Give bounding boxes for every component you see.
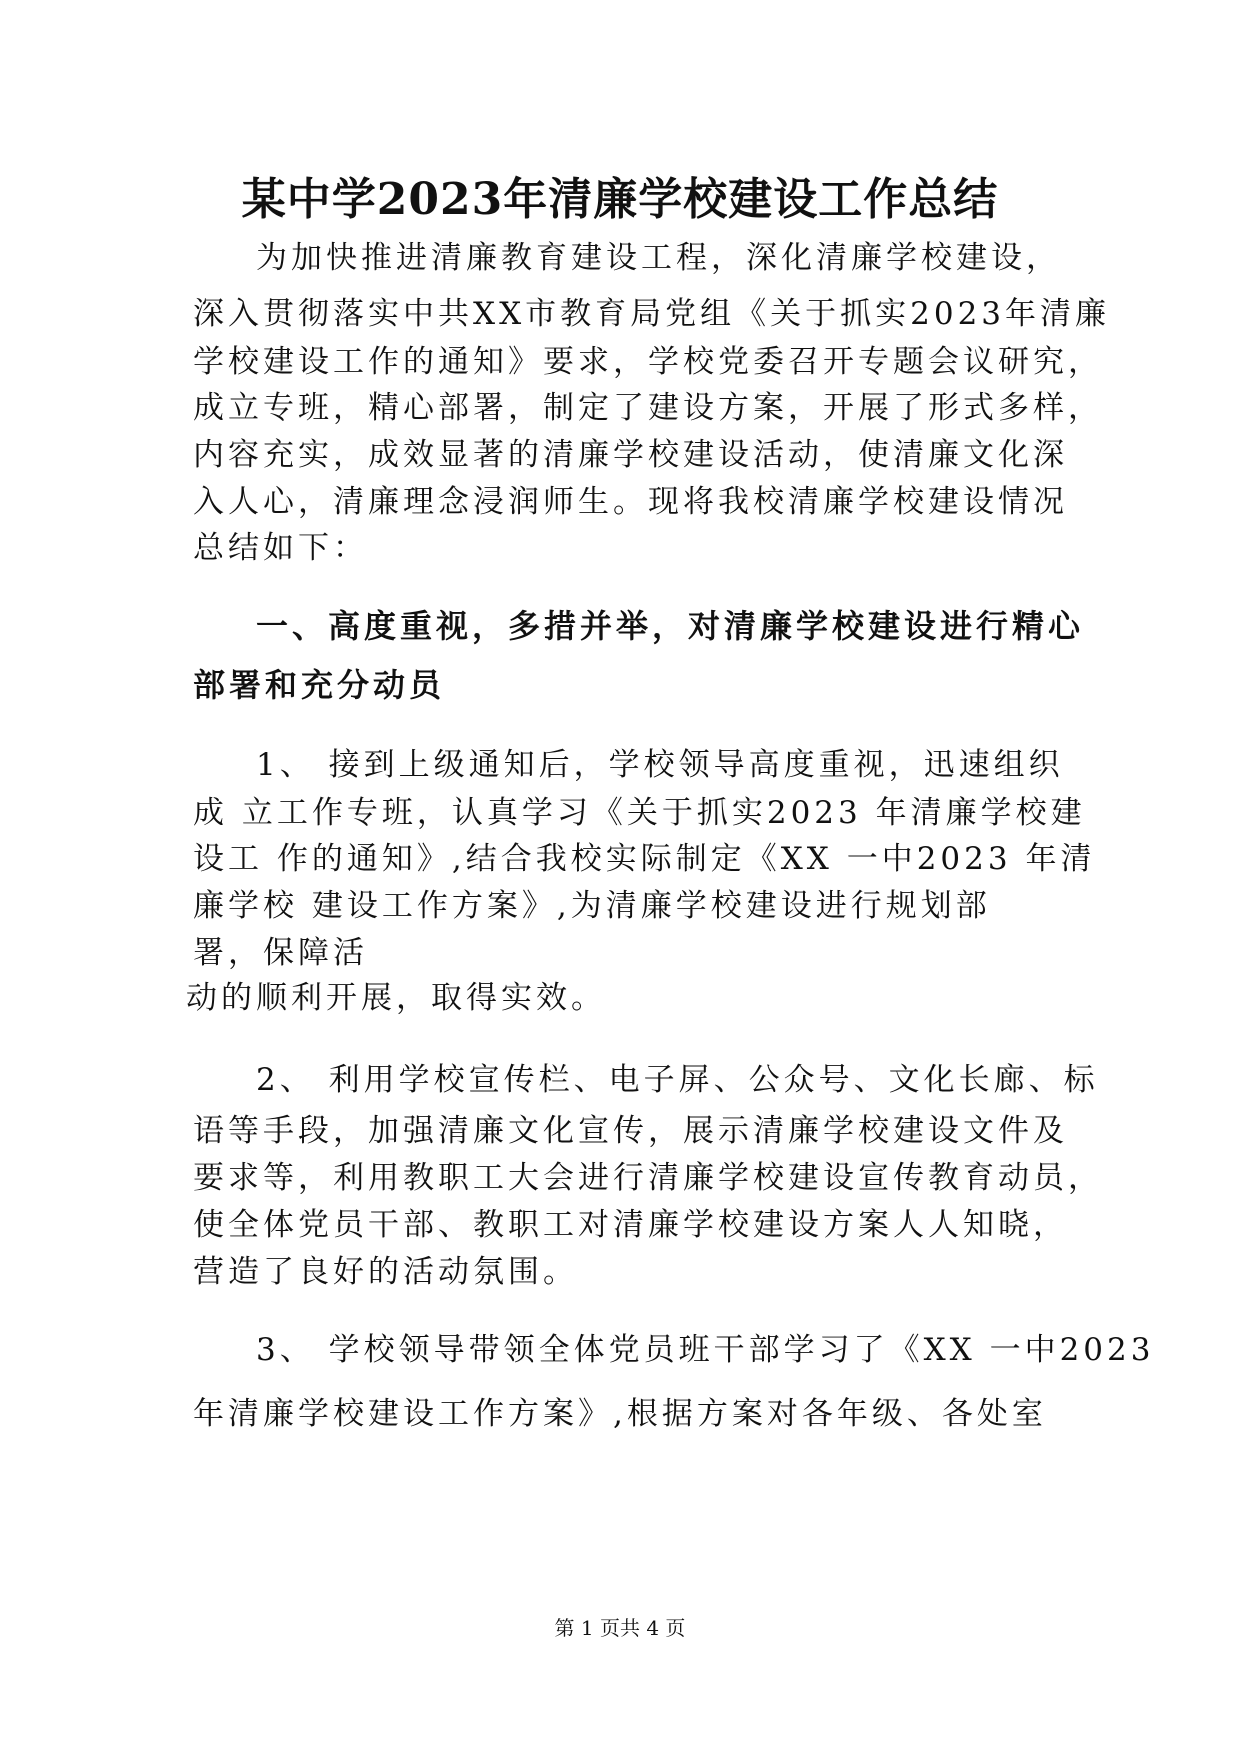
item3-line-2: 年清廉学校建设工作方案》,根据方案对各年级、各处室 — [193, 1396, 1047, 1432]
section-heading-line-2: 部署和充分动员 — [193, 666, 446, 704]
intro-line-4: 成立专班，精心部署，制定了建设方案，开展了形式多样， — [193, 390, 1103, 426]
intro-line-5: 内容充实，成效显著的清廉学校建设活动，使清廉文化深 — [193, 437, 1068, 473]
item1-line-5: 署，保障活 — [193, 935, 368, 971]
intro-line-1: 为加快推进清廉教育建设工程，深化清廉学校建设， — [256, 240, 1061, 276]
document-title: 某中学2023年清廉学校建设工作总结 — [241, 174, 999, 225]
intro-line-6: 入人心，清廉理念浸润师生。现将我校清廉学校建设情况 — [193, 484, 1068, 520]
page-number-footer: 第 1 页共 4 页 — [554, 1616, 686, 1640]
section-heading-line-1: 一、高度重视，多措并举，对清廉学校建设进行精心 — [256, 607, 1085, 645]
item2-line-3: 要求等，利用教职工大会进行清廉学校建设宣传教育动员， — [193, 1160, 1103, 1196]
item1-line-6: 动的顺利开展，取得实效。 — [186, 980, 606, 1016]
intro-line-7: 总结如下： — [193, 530, 368, 566]
item2-line-5: 营造了良好的活动氛围。 — [193, 1254, 578, 1290]
item2-line-2: 语等手段，加强清廉文化宣传，展示清廉学校建设文件及 — [193, 1113, 1068, 1149]
item2-line-4: 使全体党员干部、教职工对清廉学校建设方案人人知晓， — [193, 1207, 1068, 1243]
intro-line-2: 深入贯彻落实中共XX市教育局党组《关于抓实2023年清廉 — [193, 296, 1111, 332]
item1-line-3: 设工 作的通知》,结合我校实际制定《XX 一中2023 年清 — [193, 841, 1096, 877]
item2-line-1: 2、 利用学校宣传栏、电子屏、公众号、文化长廊、标 — [256, 1062, 1099, 1098]
item1-line-2: 成 立工作专班，认真学习《关于抓实2023 年清廉学校建 — [193, 795, 1086, 831]
intro-line-3: 学校建设工作的通知》要求，学校党委召开专题会议研究， — [193, 344, 1103, 380]
item3-line-1: 3、 学校领导带领全体党员班干部学习了《XX 一中2023 — [256, 1332, 1155, 1368]
item1-line-4: 廉学校 建设工作方案》,为清廉学校建设进行规划部 — [193, 888, 991, 924]
item1-line-1: 1、 接到上级通知后，学校领导高度重视，迅速组织 — [256, 747, 1064, 783]
